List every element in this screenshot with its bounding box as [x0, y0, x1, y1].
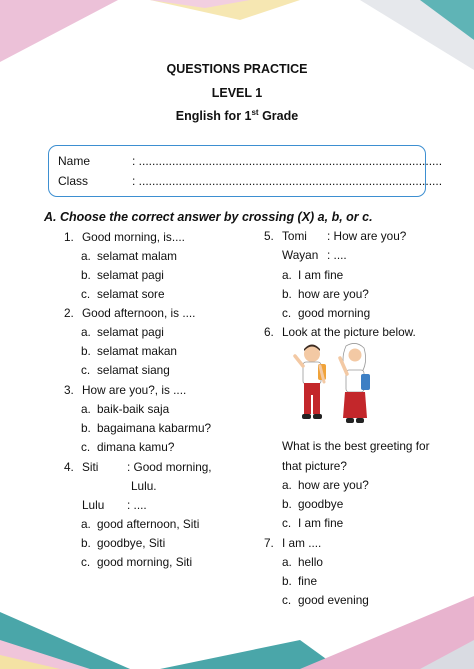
- section-a-instruction: A. Choose the correct answer by crossing (X) a, b, or c.: [44, 210, 373, 224]
- greeting-children-picture: [290, 342, 382, 426]
- question-4-option-b[interactable]: b. goodbye, Siti: [81, 536, 166, 550]
- name-label: Name: [58, 154, 91, 168]
- boy-illustration: [295, 345, 326, 420]
- name-row: [58, 154, 442, 168]
- question-1-option-b[interactable]: b. selamat pagi: [81, 268, 164, 282]
- question-1-option-c[interactable]: c. selamat sore: [81, 287, 165, 301]
- question-3-text: 3. How are you?, is ....: [64, 383, 187, 397]
- question-1-text: 1. Good morning, is....: [64, 230, 185, 244]
- question-3-option-b[interactable]: b. bagaimana kabarmu?: [81, 421, 212, 435]
- question-5-option-b[interactable]: b. how are you?: [282, 287, 369, 301]
- question-6-option-b[interactable]: b. goodbye: [282, 497, 344, 511]
- question-3-option-c[interactable]: c. dimana kamu?: [81, 440, 175, 454]
- question-4-dialog-siti: 4. Siti : Good morning,: [64, 460, 212, 474]
- class-row: [58, 174, 442, 188]
- student-info-box: [48, 145, 443, 197]
- question-5-dialog-wayan: Wayan : ....: [282, 248, 347, 262]
- question-4-option-c[interactable]: c. good morning, Siti: [81, 555, 193, 569]
- question-6-prompt-line-1: What is the best greeting for: [282, 439, 430, 453]
- class-blank[interactable]: : ...........................................................................................: [132, 174, 443, 188]
- question-6-option-c[interactable]: c. I am fine: [282, 516, 344, 530]
- question-2-option-b[interactable]: b. selamat makan: [81, 344, 177, 358]
- subject-superscript: st: [251, 108, 259, 117]
- subject-prefix: English for 1: [175, 109, 252, 124]
- question-3-option-a[interactable]: a. baik-baik saja: [81, 402, 170, 416]
- question-7-text: 7. I am ....: [264, 536, 322, 550]
- girl-illustration: [340, 343, 370, 423]
- class-label: Class: [58, 174, 89, 188]
- question-2-text: 2. Good afternoon, is ....: [64, 306, 196, 320]
- question-4-option-a[interactable]: a. good afternoon, Siti: [81, 517, 200, 531]
- worksheet-level: LEVEL 1: [211, 86, 263, 100]
- question-7-option-c[interactable]: c. good evening: [282, 593, 369, 607]
- question-6-option-a[interactable]: a. how are you?: [282, 478, 369, 492]
- question-7-option-b[interactable]: b. fine: [282, 574, 318, 588]
- worksheet-subject: [0, 108, 474, 123]
- question-4-dialog-siti-cont: Lulu.: [131, 479, 157, 493]
- question-5-option-a[interactable]: a. I am fine: [282, 268, 344, 282]
- question-2-option-a[interactable]: a. selamat pagi: [81, 325, 164, 339]
- question-4-dialog-lulu: Lulu : ....: [82, 498, 147, 512]
- question-7-option-a[interactable]: a. hello: [282, 555, 323, 569]
- question-2-option-c[interactable]: c. selamat siang: [81, 363, 170, 377]
- subject-suffix: Grade: [258, 109, 299, 124]
- question-6-text: 6. Look at the picture below.: [264, 325, 416, 339]
- worksheet-title: QUESTIONS PRACTICE: [166, 62, 308, 76]
- question-5-option-c[interactable]: c. good morning: [282, 306, 371, 320]
- question-5-dialog-tomi: 5. Tomi : How are you?: [264, 229, 407, 243]
- name-blank[interactable]: : ...........................................................................................: [132, 154, 443, 168]
- question-6-prompt-line-2: that picture?: [282, 459, 347, 473]
- question-1-option-a[interactable]: a. selamat malam: [81, 249, 177, 263]
